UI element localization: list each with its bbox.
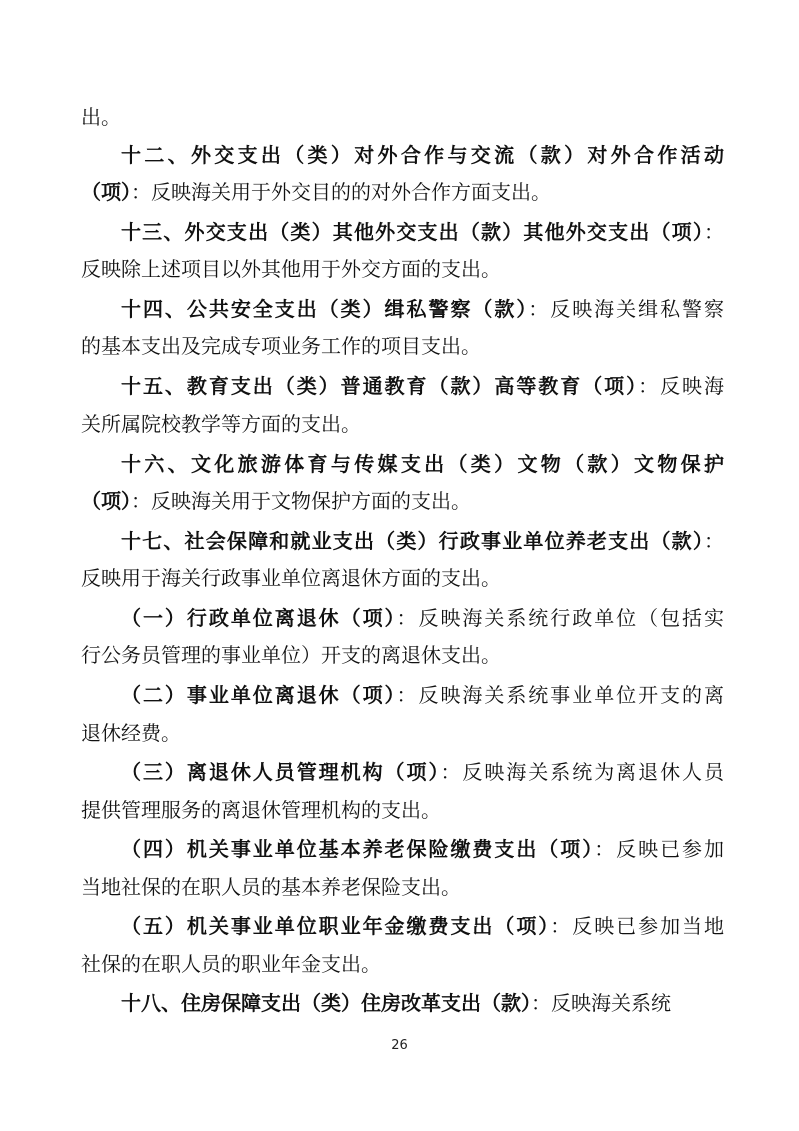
bold-heading-text: （二）事业单位离退休（项） xyxy=(121,683,397,707)
bold-heading-text: （项） xyxy=(81,489,131,513)
bold-heading-text: 十三、外交支出（类）其他外交支出（款）其他外交支出（项） xyxy=(121,220,704,244)
body-text-run: ： xyxy=(704,529,726,553)
body-text-run: 关所属院校教学等方面的支出。 xyxy=(81,412,361,436)
bold-heading-text: 十五、教育支出（类）普通教育（款）高等教育（项） xyxy=(121,374,639,398)
text-line xyxy=(121,758,726,786)
text-line xyxy=(81,178,551,206)
body-text-run: 退休经费。 xyxy=(81,721,181,745)
body-text-run: 当地社保的在职人员的基本养老保险支出。 xyxy=(81,875,461,899)
text-line xyxy=(121,989,671,1017)
body-text-run: ：反映海关系统为离退休人员 xyxy=(440,760,726,784)
body-text-run: 反映用于海关行政事业单位离退休方面的支出。 xyxy=(81,566,501,590)
bold-heading-text: （五）机关事业单位职业年金缴费支出（项） xyxy=(121,914,551,938)
text-line xyxy=(81,103,121,131)
text-line xyxy=(81,332,481,360)
bold-heading-text: （项） xyxy=(81,180,131,204)
text-line xyxy=(121,295,726,323)
text-line xyxy=(81,255,501,283)
text-line xyxy=(121,141,727,169)
text-line xyxy=(81,564,501,592)
body-text-run: 提供管理服务的离退休管理机构的支出。 xyxy=(81,798,441,822)
text-line xyxy=(121,912,726,940)
body-text-run: ：反映海关缉私警察 xyxy=(528,297,726,321)
bold-heading-text: 十八、住房保障支出（类）住房改革支出（款） xyxy=(121,991,531,1015)
text-line xyxy=(81,796,441,824)
text-line xyxy=(121,604,726,632)
text-line xyxy=(121,835,726,863)
text-line xyxy=(81,641,501,669)
bold-heading-text: 十六、文化旅游体育与传媒支出（类）文物（款）文物保护 xyxy=(121,452,728,476)
text-line xyxy=(81,410,361,438)
body-text-run: 的基本支出及完成专项业务工作的项目支出。 xyxy=(81,334,481,358)
text-line xyxy=(121,681,726,709)
body-text-run: ：反映海关用于文物保护方面的支出。 xyxy=(131,489,471,513)
text-line xyxy=(81,487,471,515)
body-text-run: ： xyxy=(704,220,726,244)
text-line xyxy=(81,950,381,978)
body-text-run: ：反映已参加 xyxy=(594,837,726,861)
text-line xyxy=(121,527,725,555)
body-text-run: ：反映海关用于外交目的的对外合作方面支出。 xyxy=(131,180,551,204)
body-text-run: 出。 xyxy=(81,105,121,129)
bold-heading-text: （三）离退休人员管理机构（项） xyxy=(121,760,441,784)
body-text-run: 社保的在职人员的职业年金支出。 xyxy=(81,952,381,976)
bold-heading-text: （一）行政单位离退休（项） xyxy=(121,606,397,630)
body-text-run: 反映除上述项目以外其他用于外交方面的支出。 xyxy=(81,257,501,281)
text-line xyxy=(121,372,726,400)
body-text-run: ：反映海关系统 xyxy=(531,991,671,1015)
body-text-run: 行公务员管理的事业单位）开支的离退休支出。 xyxy=(81,643,501,667)
body-text-run: ：反映海关系统行政单位（包括实 xyxy=(396,606,726,630)
body-text-run: ：反映已参加当地 xyxy=(550,914,726,938)
bold-heading-text: 十二、外交支出（类）对外合作与交流（款）对外合作活动 xyxy=(121,143,728,167)
text-line xyxy=(81,719,181,747)
bold-heading-text: （四）机关事业单位基本养老保险缴费支出（项） xyxy=(121,837,595,861)
body-text-run: ：反映海关系统事业单位开支的离 xyxy=(396,683,726,707)
body-text-run: ：反映海 xyxy=(638,374,726,398)
text-line xyxy=(121,450,727,478)
bold-heading-text: 十四、公共安全支出（类）缉私警察（款） xyxy=(121,297,529,321)
text-line xyxy=(81,873,461,901)
text-line xyxy=(121,218,725,246)
page-number: 26 xyxy=(391,1038,408,1053)
bold-heading-text: 十七、社会保障和就业支出（类）行政事业单位养老支出（款） xyxy=(121,529,704,553)
